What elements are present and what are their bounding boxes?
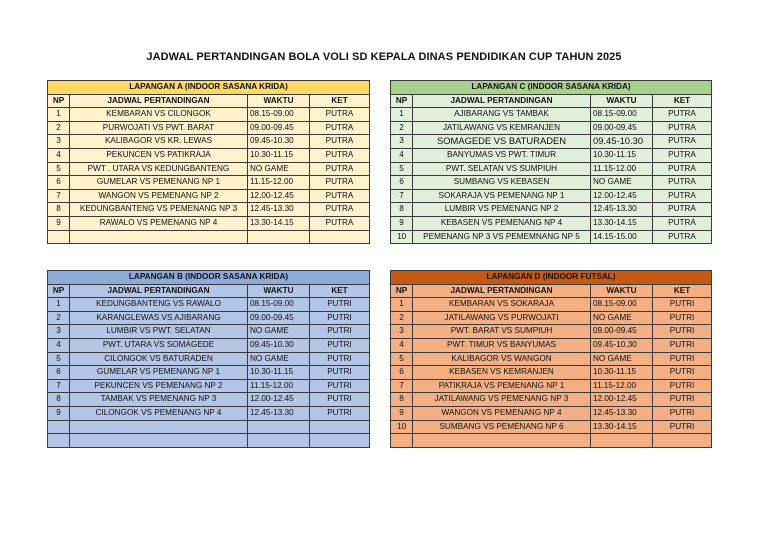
cell-match: JATILAWANG VS KEMRANJEN: [413, 121, 591, 135]
cell-ket: PUTRI: [653, 311, 712, 325]
cell-match: KEMBARAN VS SOKARAJA: [413, 298, 591, 312]
cell-time: 13.30-14.15: [591, 216, 653, 230]
cell-match: RAWALO VS PEMENANG NP 4: [70, 216, 248, 230]
cell-np: [48, 434, 70, 448]
cell-ket: PUTRA: [310, 189, 370, 203]
cell-np: 8: [391, 203, 413, 217]
cell-match: GUMELAR VS PEMENANG NP 1: [70, 366, 248, 380]
header-time: WAKTU: [248, 284, 310, 298]
table-row-empty: [48, 420, 370, 434]
cell-ket: PUTRA: [310, 148, 370, 162]
header-np: NP: [48, 94, 70, 108]
cell-time: NO GAME: [591, 176, 653, 190]
cell-ket: PUTRA: [310, 162, 370, 176]
header-match: JADWAL PERTANDINGAN: [413, 94, 591, 108]
table-row: [48, 176, 370, 190]
table-row: [48, 352, 370, 366]
cell-np: 10: [391, 420, 413, 434]
cell-match: WANGON VS PEMENANG NP 4: [413, 406, 591, 420]
table-row: [391, 325, 712, 339]
cell-time: 09.45-10.30: [591, 135, 653, 149]
cell-np: 1: [391, 108, 413, 122]
table-row: [391, 176, 712, 190]
header-ket: KET: [653, 94, 712, 108]
cell-match: BANYUMAS VS PWT. TIMUR: [413, 148, 591, 162]
cell-np: 9: [391, 406, 413, 420]
cell-ket: PUTRI: [310, 325, 370, 339]
cell-ket: PUTRA: [653, 189, 712, 203]
cell-np: 7: [48, 189, 70, 203]
cell-match: PWT. TIMUR VS BANYUMAS: [413, 338, 591, 352]
cell-ket: PUTRI: [310, 338, 370, 352]
table-row: [48, 379, 370, 393]
cell-match: AJIBARANG VS TAMBAK: [413, 108, 591, 122]
cell-match: LUMBIR VS PEMENANG NP 2: [413, 203, 591, 217]
cell-time: NO GAME: [591, 352, 653, 366]
cell-np: 6: [48, 366, 70, 380]
cell-match: PEKUNCEN VS PATIKRAJA: [70, 148, 248, 162]
table-row: [391, 189, 712, 203]
cell-match: PWT. UTARA VS SOMAGEDE: [70, 338, 248, 352]
cell-np: 4: [391, 338, 413, 352]
table-row: [391, 162, 712, 176]
cell-np: 9: [48, 216, 70, 230]
cell-np: 9: [48, 406, 70, 420]
cell-ket: PUTRA: [310, 203, 370, 217]
cell-np: 3: [48, 325, 70, 339]
table-caption: LAPANGAN B (INDOOR SASANA KRIDA): [48, 271, 370, 285]
header-match: JADWAL PERTANDINGAN: [70, 284, 248, 298]
cell-time: NO GAME: [591, 311, 653, 325]
table-caption: LAPANGAN C (INDOOR SASANA KRIDA): [391, 81, 712, 95]
cell-np: 3: [48, 135, 70, 149]
table-row: [391, 216, 712, 230]
cell-np: 3: [391, 325, 413, 339]
cell-np: 2: [48, 311, 70, 325]
cell-time: 10.30-11.15: [591, 148, 653, 162]
cell-ket: PUTRI: [653, 352, 712, 366]
cell-time: 13.30-14.15: [248, 216, 310, 230]
header-np: NP: [391, 94, 413, 108]
header-ket: KET: [653, 284, 712, 298]
cell-np: 2: [391, 121, 413, 135]
cell-time: NO GAME: [248, 352, 310, 366]
cell-match: [413, 434, 591, 448]
table-row: [391, 135, 712, 149]
cell-ket: PUTRI: [653, 298, 712, 312]
cell-match: KEBASEN VS KEMRANJEN: [413, 366, 591, 380]
table-row: [48, 203, 370, 217]
cell-np: 4: [48, 148, 70, 162]
cell-ket: PUTRA: [653, 203, 712, 217]
cell-time: 09.00-09.45: [591, 325, 653, 339]
cell-ket: PUTRA: [653, 176, 712, 190]
table-row: [48, 366, 370, 380]
table-row: [48, 162, 370, 176]
cell-time: 08.15-09.00: [248, 108, 310, 122]
header-match: JADWAL PERTANDINGAN: [70, 94, 248, 108]
cell-ket: PUTRA: [653, 216, 712, 230]
table-caption: LAPANGAN A (INDOOR SASANA KRIDA): [48, 81, 370, 95]
cell-time: 11.15-12.00: [591, 379, 653, 393]
table-row: [48, 298, 370, 312]
cell-np: 8: [48, 393, 70, 407]
cell-match: WANGON VS PEMENANG NP 2: [70, 189, 248, 203]
cell-ket: [310, 230, 370, 244]
schedule-table-court-a: [47, 80, 370, 244]
cell-match: PWT. SELATAN VS SUMPIUH: [413, 162, 591, 176]
cell-match: PATIKRAJA VS PEMENANG NP 1: [413, 379, 591, 393]
table-row: [391, 311, 712, 325]
cell-ket: PUTRI: [653, 325, 712, 339]
cell-match: PEMENANG NP 3 VS PEMEMNANG NP 5: [413, 230, 591, 244]
cell-ket: PUTRI: [310, 311, 370, 325]
cell-np: 5: [48, 162, 70, 176]
cell-ket: PUTRI: [310, 393, 370, 407]
cell-match: CILONGOK VS BATURADEN: [70, 352, 248, 366]
header-time: WAKTU: [248, 94, 310, 108]
cell-match: JATILAWANG VS PEMENANG NP 3: [413, 393, 591, 407]
table-row: [48, 148, 370, 162]
cell-np: 5: [48, 352, 70, 366]
cell-ket: PUTRA: [653, 148, 712, 162]
cell-time: [248, 230, 310, 244]
table-row: [48, 338, 370, 352]
cell-time: 13.30-14.15: [591, 420, 653, 434]
cell-time: 12.00-12.45: [591, 393, 653, 407]
cell-match: KEDUNGBANTENG VS PEMENANG NP 3: [70, 203, 248, 217]
cell-match: [70, 230, 248, 244]
cell-ket: PUTRA: [653, 135, 712, 149]
header-time: WAKTU: [591, 284, 653, 298]
cell-time: 11.15-12.00: [591, 162, 653, 176]
cell-time: [591, 434, 653, 448]
table-row: [48, 135, 370, 149]
cell-time: 11.15-12.00: [248, 379, 310, 393]
header-match: JADWAL PERTANDINGAN: [413, 284, 591, 298]
header-ket: KET: [310, 94, 370, 108]
cell-time: 09.00-09.45: [248, 121, 310, 135]
cell-ket: PUTRI: [653, 420, 712, 434]
cell-time: 12.45-13.30: [591, 406, 653, 420]
table-row: [48, 108, 370, 122]
cell-np: 5: [391, 162, 413, 176]
cell-ket: PUTRA: [310, 135, 370, 149]
cell-ket: PUTRA: [653, 121, 712, 135]
cell-np: [48, 420, 70, 434]
cell-time: NO GAME: [248, 325, 310, 339]
table-row-empty: [48, 230, 370, 244]
cell-ket: PUTRI: [310, 366, 370, 380]
table-row-empty: [391, 434, 712, 448]
cell-time: NO GAME: [248, 162, 310, 176]
cell-match: KALIBAGOR VS WANGON: [413, 352, 591, 366]
cell-np: 1: [48, 108, 70, 122]
cell-ket: [310, 434, 370, 448]
cell-time: 12.00-12.45: [248, 189, 310, 203]
cell-time: 08.15-09.00: [591, 108, 653, 122]
cell-time: 11.15-12.00: [248, 176, 310, 190]
cell-np: 4: [391, 148, 413, 162]
cell-np: [391, 434, 413, 448]
cell-time: 12.45-13.30: [248, 406, 310, 420]
cell-time: 12.00-12.45: [248, 393, 310, 407]
table-row: [391, 366, 712, 380]
cell-np: 8: [48, 203, 70, 217]
table-row: [48, 189, 370, 203]
table-row: [48, 325, 370, 339]
cell-time: 12.00-12.45: [591, 189, 653, 203]
table-row-empty: [48, 434, 370, 448]
cell-time: 10.30-11.15: [591, 366, 653, 380]
table-row: [391, 108, 712, 122]
cell-np: 7: [391, 379, 413, 393]
cell-ket: [310, 420, 370, 434]
cell-match: KARANGLEWAS VS AJIBARANG: [70, 311, 248, 325]
cell-np: 8: [391, 393, 413, 407]
cell-ket: PUTRI: [310, 406, 370, 420]
cell-np: 6: [391, 176, 413, 190]
table-caption: LAPANGAN D (INDOOR FUTSAL): [391, 271, 712, 285]
cell-ket: PUTRI: [310, 352, 370, 366]
cell-match: PWT . UTARA VS KEDUNGBANTENG: [70, 162, 248, 176]
cell-match: CILONGOK VS PEMENANG NP 4: [70, 406, 248, 420]
cell-time: 09.45-10.30: [248, 135, 310, 149]
cell-ket: PUTRI: [653, 406, 712, 420]
table-row: [391, 393, 712, 407]
cell-np: [48, 230, 70, 244]
cell-match: TAMBAK VS PEMENANG NP 3: [70, 393, 248, 407]
cell-time: [248, 420, 310, 434]
table-row: [391, 406, 712, 420]
cell-np: 6: [391, 366, 413, 380]
cell-time: 14.15-15.00: [591, 230, 653, 244]
cell-match: [70, 420, 248, 434]
cell-ket: PUTRI: [653, 338, 712, 352]
schedule-table-court-d: [390, 270, 712, 448]
cell-match: PWT. BARAT VS SUMPIUH: [413, 325, 591, 339]
table-row: [391, 230, 712, 244]
cell-time: 12.45-13.30: [591, 203, 653, 217]
cell-np: 6: [48, 176, 70, 190]
table-row: [48, 216, 370, 230]
cell-ket: [653, 434, 712, 448]
cell-ket: PUTRI: [310, 298, 370, 312]
table-row: [391, 298, 712, 312]
cell-match: KEMBARAN VS CILONGOK: [70, 108, 248, 122]
schedule-table-court-b: [47, 270, 370, 448]
cell-match: SUMBANG VS KEBASEN: [413, 176, 591, 190]
cell-time: 09.45-10.30: [591, 338, 653, 352]
cell-np: 2: [48, 121, 70, 135]
cell-ket: PUTRI: [310, 379, 370, 393]
cell-time: 09.00-09.45: [248, 311, 310, 325]
cell-time: 08.15-09.00: [248, 298, 310, 312]
table-row: [391, 352, 712, 366]
table-row: [48, 406, 370, 420]
cell-np: 1: [391, 298, 413, 312]
cell-ket: PUTRA: [653, 108, 712, 122]
cell-np: 9: [391, 216, 413, 230]
cell-match: SUMBANG VS PEMENANG NP 6: [413, 420, 591, 434]
cell-ket: PUTRA: [653, 230, 712, 244]
cell-np: 1: [48, 298, 70, 312]
cell-match: KEDUNGBANTENG VS RAWALO: [70, 298, 248, 312]
cell-time: 08.15-09.00: [591, 298, 653, 312]
cell-match: [70, 434, 248, 448]
cell-time: 12.45-13.30: [248, 203, 310, 217]
cell-match: LUMBIR VS PWT. SELATAN: [70, 325, 248, 339]
cell-ket: PUTRI: [653, 393, 712, 407]
cell-match: KEBASEN VS PEMENANG NP 4: [413, 216, 591, 230]
cell-np: 10: [391, 230, 413, 244]
table-row: [48, 311, 370, 325]
table-row: [391, 203, 712, 217]
table-row: [391, 420, 712, 434]
cell-time: 09.00-09.45: [591, 121, 653, 135]
cell-ket: PUTRA: [310, 176, 370, 190]
cell-match: KALIBAGOR VS KR. LEWAS: [70, 135, 248, 149]
cell-np: 2: [391, 311, 413, 325]
cell-match: SOKARAJA VS PEMENANG NP 1: [413, 189, 591, 203]
cell-np: 7: [48, 379, 70, 393]
header-np: NP: [391, 284, 413, 298]
header-ket: KET: [310, 284, 370, 298]
cell-ket: PUTRA: [310, 216, 370, 230]
table-row: [391, 338, 712, 352]
cell-ket: PUTRI: [653, 379, 712, 393]
table-row: [391, 379, 712, 393]
header-time: WAKTU: [591, 94, 653, 108]
cell-np: 3: [391, 135, 413, 149]
cell-time: [248, 434, 310, 448]
cell-match: PURWOJATI VS PWT. BARAT: [70, 121, 248, 135]
cell-time: 10.30-11.15: [248, 148, 310, 162]
table-row: [391, 121, 712, 135]
header-np: NP: [48, 284, 70, 298]
cell-ket: PUTRA: [310, 121, 370, 135]
cell-ket: PUTRA: [653, 162, 712, 176]
cell-match: GUMELAR VS PEMENANG NP 1: [70, 176, 248, 190]
cell-match: SOMAGEDE VS BATURADEN: [413, 135, 591, 149]
cell-time: 09.45-10.30: [248, 338, 310, 352]
cell-ket: PUTRI: [653, 366, 712, 380]
table-row: [391, 148, 712, 162]
schedule-table-court-c: [390, 80, 712, 244]
cell-np: 7: [391, 189, 413, 203]
cell-time: 10.30-11.15: [248, 366, 310, 380]
cell-ket: PUTRA: [310, 108, 370, 122]
cell-np: 5: [391, 352, 413, 366]
cell-match: PEKUNCEN VS PEMENANG NP 2: [70, 379, 248, 393]
cell-match: JATILAWANG VS PURWOJATI: [413, 311, 591, 325]
table-row: [48, 393, 370, 407]
page-title: JADWAL PERTANDINGAN BOLA VOLI SD KEPALA DINAS PENDIDIKAN CUP TAHUN 2025: [146, 51, 622, 63]
cell-np: 4: [48, 338, 70, 352]
table-row: [48, 121, 370, 135]
